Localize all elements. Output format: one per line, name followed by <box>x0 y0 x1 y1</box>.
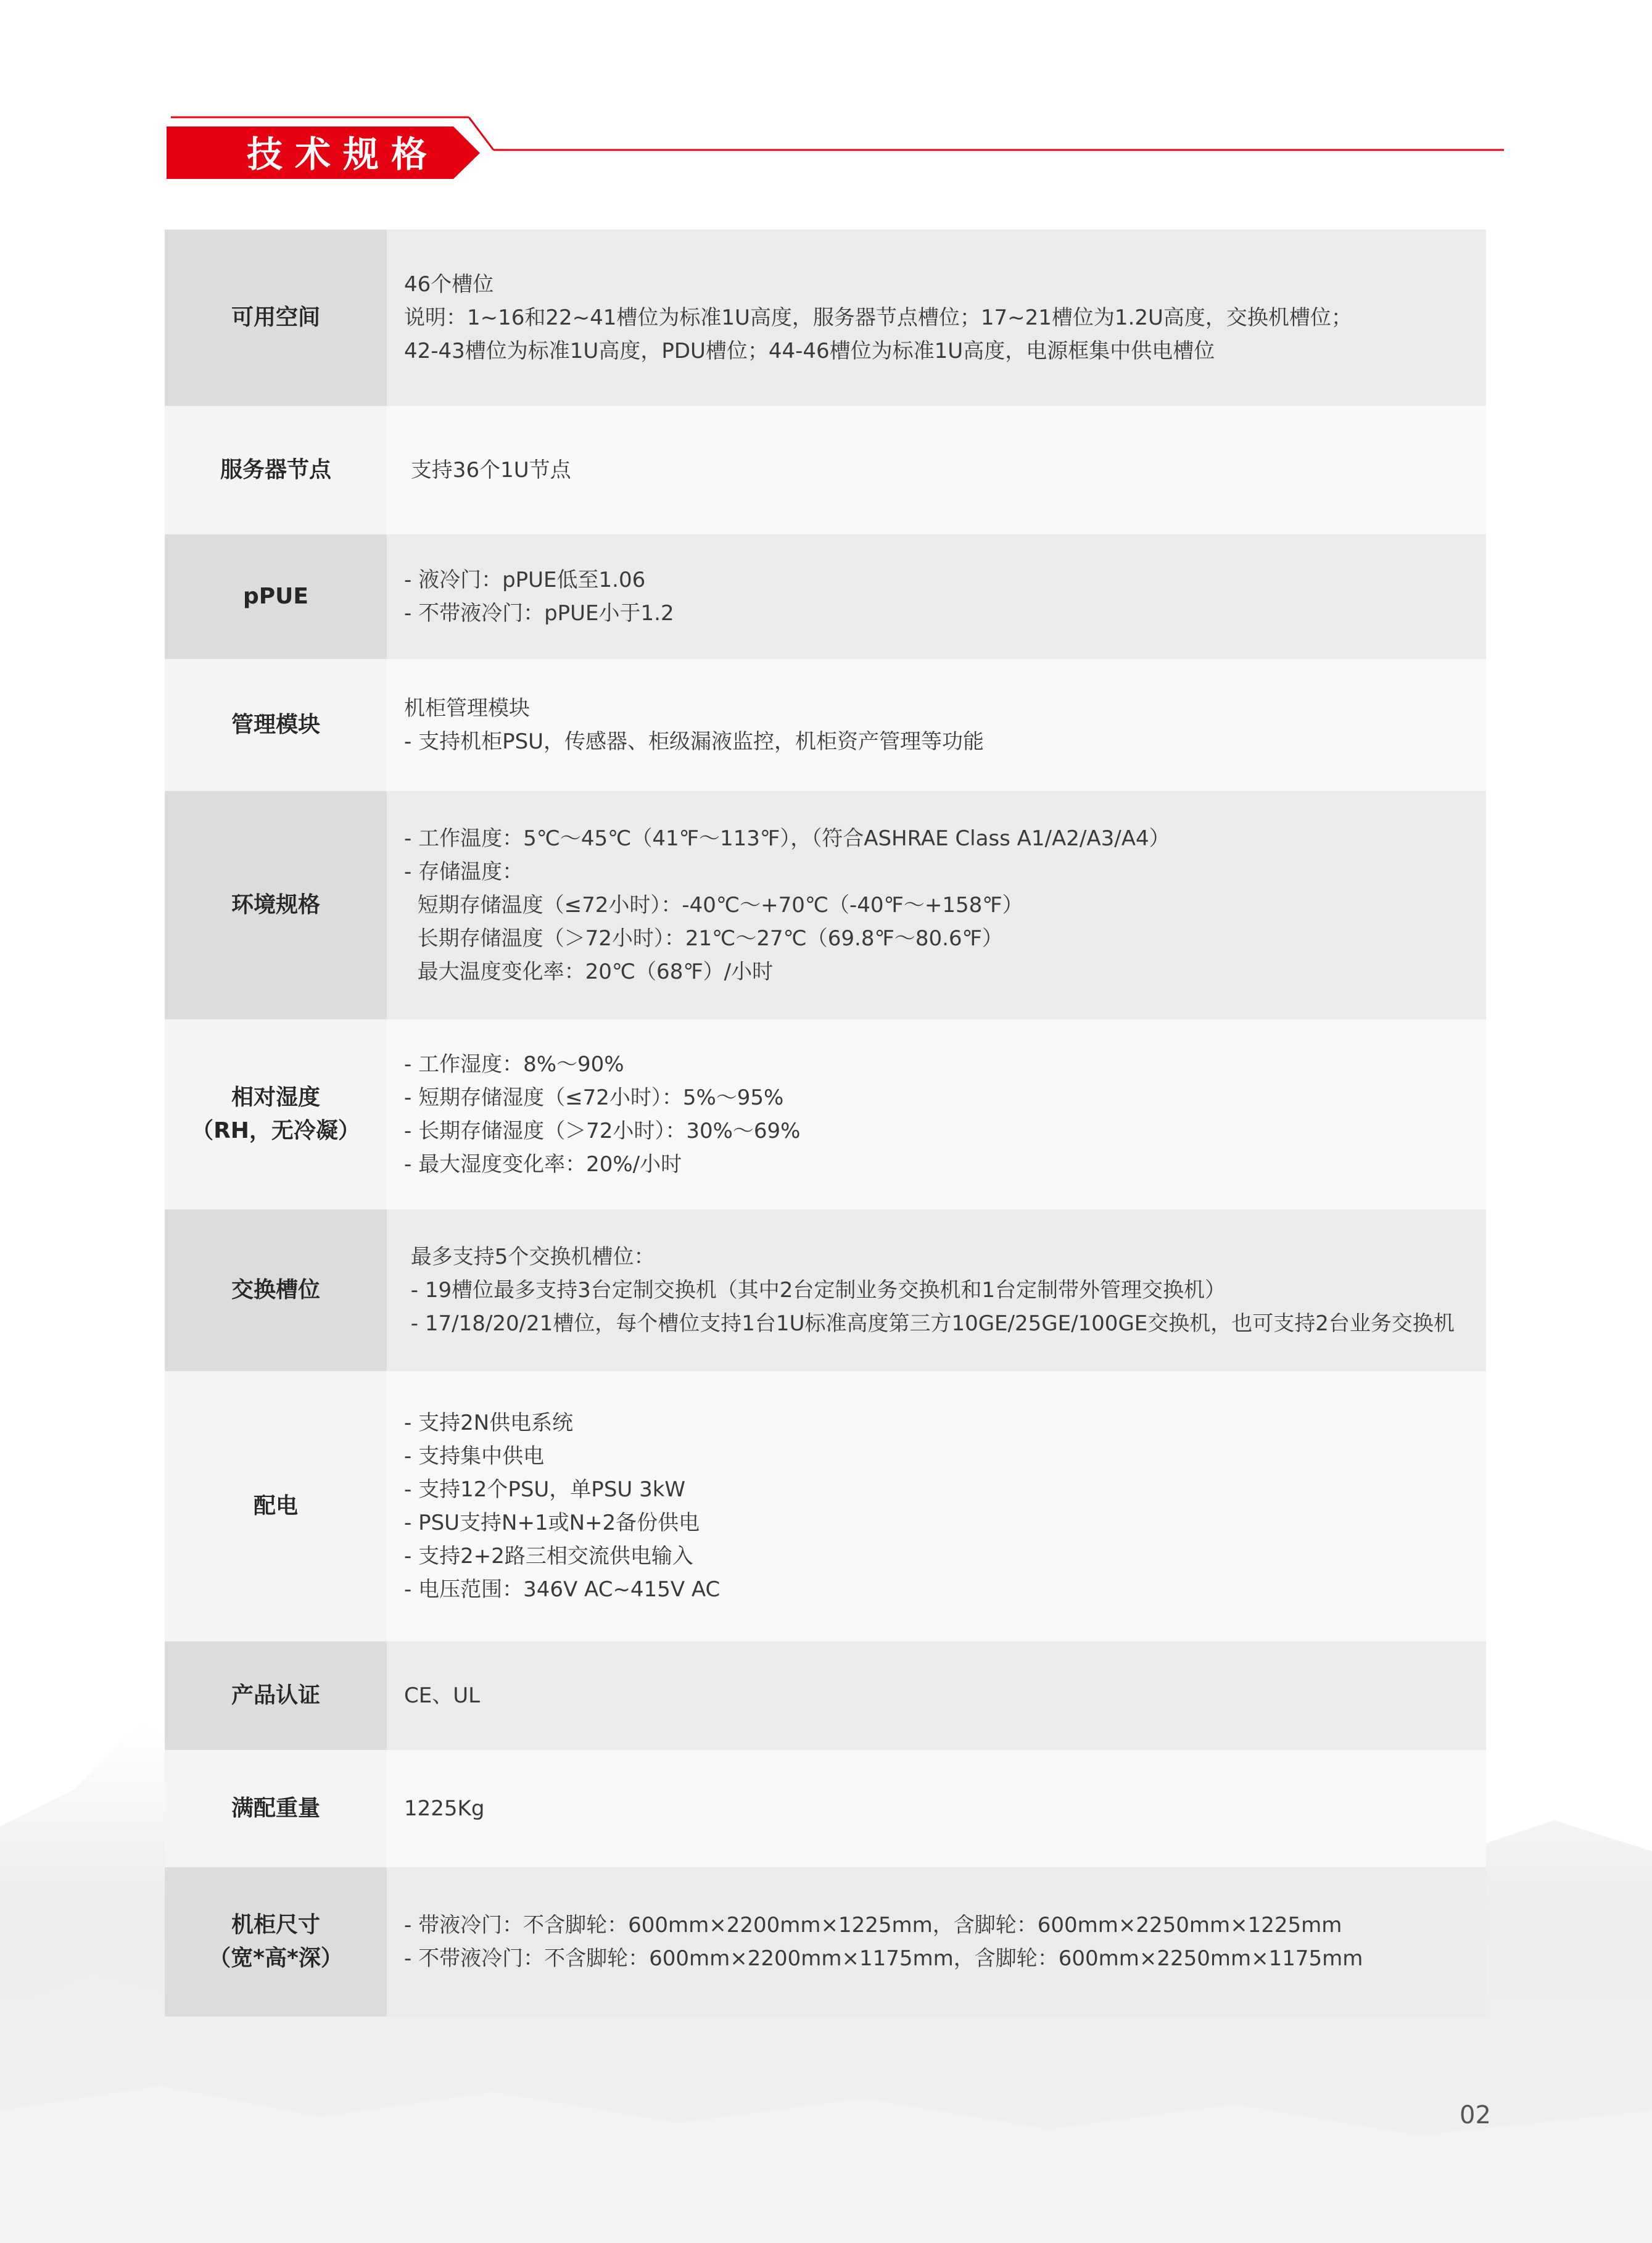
spec-line: - 17/18/20/21槽位，每个槽位支持1台1U标准高度第三方10GE/25GE/100GE交换机，也可支持2台业务交换机 <box>404 1311 1455 1336</box>
spec-line: 最多支持5个交换机槽位： <box>404 1245 655 1269</box>
spec-label: 配电 <box>165 1371 387 1641</box>
spec-value <box>387 1371 1486 1641</box>
spec-line: 支持36个1U节点 <box>404 458 571 483</box>
spec-row-weight <box>165 1750 1486 1867</box>
spec-line: - PSU支持N+1或N+2备份供电 <box>404 1511 700 1535</box>
spec-line: - 支持2+2路三相交流供电输入 <box>404 1544 693 1569</box>
spec-row-management <box>165 659 1486 791</box>
spec-line: 42-43槽位为标准1U高度，PDU槽位；44-46槽位为标准1U高度，电源框集中供电槽位 <box>404 339 1215 363</box>
spec-line: - 支持机柜PSU，传感器、柜级漏液监控，机柜资产管理等功能 <box>404 729 985 754</box>
spec-line: - 电压范围：346V AC~415V AC <box>404 1577 721 1602</box>
spec-line: - 工作温度：5℃～45℃（41℉～113℉），（符合ASHRAE Class A1/A2/A3/A4） <box>404 826 1170 851</box>
spec-row-humidity <box>165 1019 1486 1209</box>
spec-line: - 支持12个PSU，单PSU 3kW <box>404 1477 686 1502</box>
spec-label: 交换槽位 <box>165 1209 387 1371</box>
spec-value <box>387 534 1486 659</box>
spec-value <box>387 1641 1486 1750</box>
spec-line: - 最大湿度变化率：20%/小时 <box>404 1152 682 1177</box>
list-icon <box>0 0 37 37</box>
spec-line: - 支持集中供电 <box>404 1444 545 1469</box>
spec-line: - 长期存储湿度（＞72小时）：30%～69% <box>404 1119 801 1143</box>
spec-line: - 19槽位最多支持3台定制交换机（其中2台定制业务交换机和1台定制带外管理交换机） <box>404 1278 1226 1303</box>
spec-line: CE、UL <box>404 1683 481 1708</box>
spec-line: 最大温度变化率：20℃（68℉）/小时 <box>404 960 774 984</box>
page-number: 02 <box>1460 2101 1491 2129</box>
spec-value <box>387 1867 1486 2017</box>
spec-line: - 液冷门：pPUE低至1.06 <box>404 568 646 592</box>
spec-line: 机柜管理模块 <box>404 696 530 721</box>
spec-line: - 不带液冷门：不含脚轮：600mm×2200mm×1175mm，含脚轮：600mm×2250mm×1175mm <box>404 1946 1363 1971</box>
spec-line: - 不带液冷门：pPUE小于1.2 <box>404 601 674 626</box>
spec-row-certification <box>165 1641 1486 1750</box>
spec-label: 满配重量 <box>165 1750 387 1867</box>
spec-label: 管理模块 <box>165 659 387 791</box>
spec-value <box>387 1750 1486 1867</box>
section-header <box>0 0 1652 197</box>
spec-row-environment <box>165 791 1486 1019</box>
spec-line: 说明：1~16和22~41槽位为标准1U高度，服务器节点槽位；17~21槽位为1.2U高度，交换机槽位； <box>404 305 1352 330</box>
spec-line: - 短期存储湿度（≤72小时）：5%～95% <box>404 1085 784 1110</box>
spec-line: - 带液冷门：不含脚轮：600mm×2200mm×1225mm，含脚轮：600mm×2250mm×1225mm <box>404 1913 1342 1938</box>
spec-row-space <box>165 230 1486 406</box>
spec-label: 可用空间 <box>165 230 387 406</box>
spec-row-ppue <box>165 534 1486 659</box>
section-title: 技术规格 <box>247 133 440 175</box>
spec-value <box>387 406 1486 534</box>
spec-row-dimensions <box>165 1867 1486 2017</box>
spec-label: 机柜尺寸 （宽*高*深） <box>165 1867 387 2017</box>
spec-row-power <box>165 1371 1486 1641</box>
spec-table <box>165 230 1486 2017</box>
spec-label: 产品认证 <box>165 1641 387 1750</box>
spec-label: 服务器节点 <box>165 406 387 534</box>
spec-label: pPUE <box>165 534 387 659</box>
spec-row-switch-slots <box>165 1209 1486 1371</box>
spec-line: 1225Kg <box>404 1796 485 1821</box>
spec-value <box>387 791 1486 1019</box>
spec-value <box>387 1209 1486 1371</box>
spec-line: 短期存储温度（≤72小时）：-40℃～+70℃（-40℉～+158℉） <box>404 893 1023 918</box>
spec-value <box>387 659 1486 791</box>
spec-row-nodes <box>165 406 1486 534</box>
spec-line: 46个槽位 <box>404 272 494 297</box>
spec-label: 相对湿度 （RH，无冷凝） <box>165 1019 387 1209</box>
spec-line: - 工作湿度：8%～90% <box>404 1052 624 1077</box>
spec-value <box>387 1019 1486 1209</box>
spec-line: - 支持2N供电系统 <box>404 1411 574 1435</box>
spec-label: 环境规格 <box>165 791 387 1019</box>
spec-line: - 存储温度： <box>404 860 524 884</box>
spec-value <box>387 230 1486 406</box>
spec-line: 长期存储温度（＞72小时）：21℃～27℃（69.8℉～80.6℉） <box>404 926 1003 951</box>
